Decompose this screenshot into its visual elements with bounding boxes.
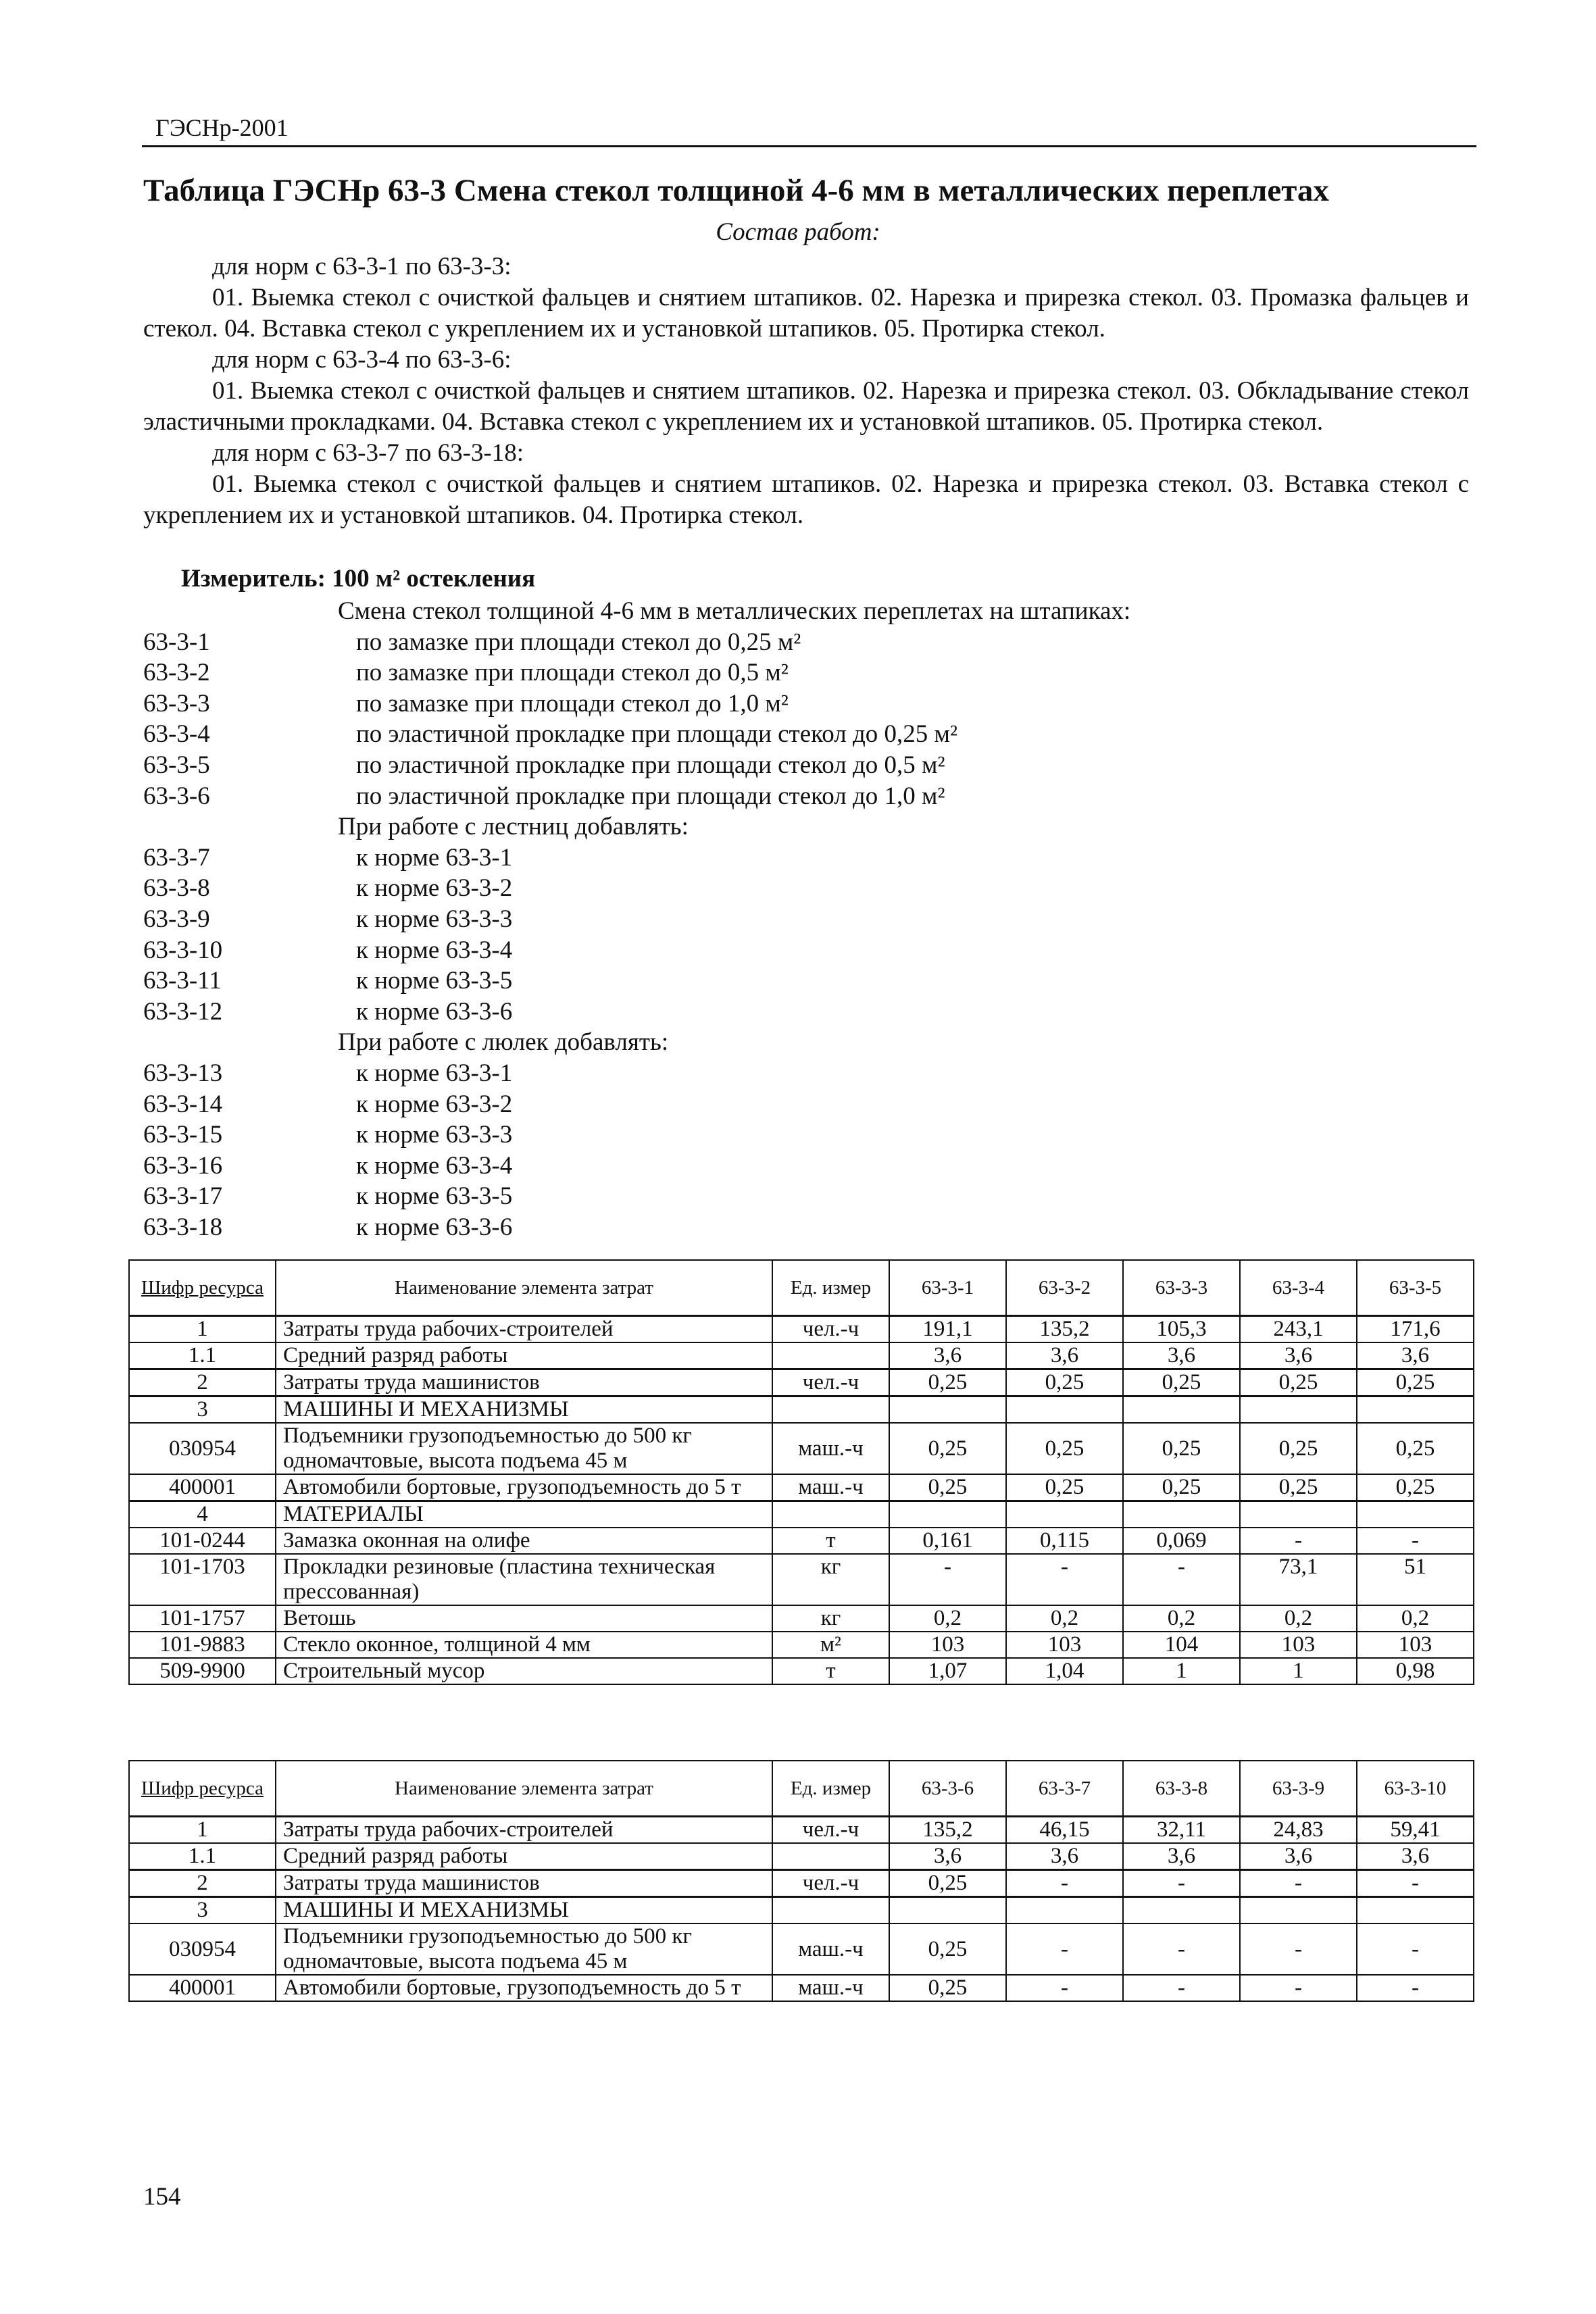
measurement-unit: Измеритель: 100 м² остекления <box>181 565 536 593</box>
table-row <box>129 1342 1474 1369</box>
norm-value: 0,25 <box>1240 1369 1357 1397</box>
header-col: 63-3-1 <box>889 1260 1006 1316</box>
cost-element-name: Средний разряд работы <box>276 1843 772 1870</box>
norm-description: к норме 63-3-3 <box>356 1121 513 1149</box>
header-col: 63-3-10 <box>1357 1761 1474 1817</box>
norm-value: - <box>1357 1975 1474 2001</box>
norm-description: по замазке при площади стекол до 0,5 м² <box>356 659 789 687</box>
norm-value: 104 <box>1123 1632 1240 1658</box>
norm-value: 3,6 <box>889 1342 1006 1369</box>
cost-element-name: Автомобили бортовые, грузоподъемность до 5 т <box>276 1474 772 1501</box>
cost-element-name: Прокладки резиновые (пластина техническая прессованная) <box>276 1554 772 1605</box>
norm-value <box>889 1397 1006 1424</box>
resource-code: 1 <box>129 1817 276 1844</box>
norm-value: 0,25 <box>889 1975 1006 2001</box>
norms-group-heading: При работе с люлек добавлять: <box>338 1028 669 1057</box>
norm-value: 0,25 <box>889 1369 1006 1397</box>
unit: маш.-ч <box>772 1975 889 2001</box>
unit <box>772 1501 889 1528</box>
norm-value: 0,98 <box>1357 1658 1474 1684</box>
norm-value: - <box>1123 1554 1240 1605</box>
unit: чел.-ч <box>772 1369 889 1397</box>
cost-element-name: Замазка оконная на олифе <box>276 1528 772 1554</box>
table-row <box>129 1817 1474 1844</box>
norm-value <box>1123 1501 1240 1528</box>
norm-value: 1,07 <box>889 1658 1006 1684</box>
unit: м² <box>772 1632 889 1658</box>
unit <box>772 1897 889 1924</box>
norm-item <box>143 1151 1469 1182</box>
header-unit: Ед. измер <box>772 1761 889 1817</box>
norm-value: 135,2 <box>889 1817 1006 1844</box>
norm-description: к норме 63-3-1 <box>356 1059 513 1087</box>
table-row <box>129 1474 1474 1501</box>
norm-value: 0,25 <box>889 1474 1006 1501</box>
norm-value: 1 <box>1123 1658 1240 1684</box>
cost-element-name: Стекло оконное, толщиной 4 мм <box>276 1632 772 1658</box>
unit: чел.-ч <box>772 1870 889 1897</box>
norm-description: к норме 63-3-4 <box>356 1151 513 1180</box>
norm-value: 243,1 <box>1240 1316 1357 1343</box>
norm-code: 63-3-4 <box>143 720 210 749</box>
page-number: 154 <box>143 2183 181 2211</box>
resource-code: 2 <box>129 1870 276 1897</box>
table-row <box>129 1501 1474 1528</box>
norm-value: - <box>1357 1870 1474 1897</box>
work-composition-heading: Состав работ: <box>716 218 880 246</box>
norm-value: 0,25 <box>889 1870 1006 1897</box>
norm-value: 103 <box>1357 1632 1474 1658</box>
table-row <box>129 1923 1474 1975</box>
norm-code: 63-3-11 <box>143 967 222 995</box>
norm-value: 135,2 <box>1006 1316 1123 1343</box>
header-col: 63-3-8 <box>1123 1761 1240 1817</box>
resource-code: 101-1703 <box>129 1554 276 1605</box>
norm-value: 0,161 <box>889 1528 1006 1554</box>
norm-code: 63-3-18 <box>143 1213 223 1241</box>
norm-value <box>1123 1897 1240 1924</box>
unit: маш.-ч <box>772 1923 889 1975</box>
norm-value: - <box>1240 1870 1357 1897</box>
cost-element-name: Затраты труда машинистов <box>276 1369 772 1397</box>
norm-value: 0,25 <box>1123 1369 1240 1397</box>
resource-code: 1 <box>129 1316 276 1343</box>
cost-element-name: Затраты труда рабочих-строителей <box>276 1316 772 1343</box>
unit: т <box>772 1528 889 1554</box>
resource-code: 030954 <box>129 1923 276 1975</box>
norm-description: к норме 63-3-5 <box>356 967 513 995</box>
header-col: 63-3-7 <box>1006 1761 1123 1817</box>
norm-item <box>143 1089 1469 1120</box>
resource-code: 2 <box>129 1369 276 1397</box>
norm-item <box>143 1181 1469 1212</box>
cost-element-name: МАШИНЫ И МЕХАНИЗМЫ <box>276 1897 772 1924</box>
norm-value: 46,15 <box>1006 1817 1123 1844</box>
norm-value: 3,6 <box>1123 1342 1240 1369</box>
norm-item <box>143 842 1469 874</box>
cost-element-name: Подъемники грузоподъемностью до 500 кг одномачтовые, высота подъема 45 м <box>276 1423 772 1474</box>
norm-item <box>143 997 1469 1028</box>
work-group-3-text: 01. Выемка стекол с очисткой фальцев и снятием штапиков. 02. Нарезка и прирезка стекол. 03. Вставка стекол с укреплением их и установкой штапиков. 04. Протирка стекол. <box>143 470 1469 529</box>
norm-item <box>143 657 1469 688</box>
norm-code: 63-3-13 <box>143 1059 223 1087</box>
norms-group-heading: Смена стекол толщиной 4-6 мм в металлических переплетах на штапиках: <box>338 597 1131 625</box>
norm-value <box>1357 1397 1474 1424</box>
norm-description: к норме 63-3-5 <box>356 1182 513 1211</box>
norm-value: 171,6 <box>1357 1316 1474 1343</box>
cost-element-name: Автомобили бортовые, грузоподъемность до 5 т <box>276 1975 772 2001</box>
norm-value: 0,2 <box>1357 1605 1474 1632</box>
norm-value: 3,6 <box>1006 1342 1123 1369</box>
resource-table-1 <box>128 1259 1474 1685</box>
header-code: Шифр ресурса <box>129 1260 276 1316</box>
table-row <box>129 1870 1474 1897</box>
norm-code: 63-3-15 <box>143 1121 223 1149</box>
cost-element-name: Подъемники грузоподъемностью до 500 кг одномачтовые, высота подъема 45 м <box>276 1923 772 1975</box>
norm-value: 3,6 <box>1357 1843 1474 1870</box>
resource-table-2 <box>128 1760 1474 2002</box>
norm-code: 63-3-10 <box>143 936 223 964</box>
work-group-1-text: 01. Выемка стекол с очисткой фальцев и снятием штапиков. 02. Нарезка и прирезка стекол. 03. Промазка фальцев и стекол. 04. Вставка стекол с укреплением их и установкой штапиков. 05. Протирка стекол. <box>143 284 1469 343</box>
unit: маш.-ч <box>772 1423 889 1474</box>
norm-value: 105,3 <box>1123 1316 1240 1343</box>
table-row <box>129 1975 1474 2001</box>
table-row <box>129 1632 1474 1658</box>
norm-value: - <box>1240 1975 1357 2001</box>
resource-code: 400001 <box>129 1975 276 2001</box>
unit: маш.-ч <box>772 1474 889 1501</box>
resource-code: 030954 <box>129 1423 276 1474</box>
norm-value: 0,2 <box>889 1605 1006 1632</box>
norm-description: по эластичной прокладке при площади стекол до 0,5 м² <box>356 751 945 779</box>
table-row <box>129 1554 1474 1605</box>
norm-description: к норме 63-3-3 <box>356 905 513 933</box>
unit <box>772 1342 889 1369</box>
norm-value: 0,25 <box>1357 1423 1474 1474</box>
norm-value: 0,25 <box>1123 1474 1240 1501</box>
norm-value: 1,04 <box>1006 1658 1123 1684</box>
norm-value: - <box>1357 1528 1474 1554</box>
norm-code: 63-3-8 <box>143 874 210 903</box>
norm-code: 63-3-5 <box>143 751 210 779</box>
norm-value: - <box>1123 1870 1240 1897</box>
resource-code: 400001 <box>129 1474 276 1501</box>
resource-code: 1.1 <box>129 1342 276 1369</box>
norm-value: 103 <box>889 1632 1006 1658</box>
running-header: ГЭСНр-2001 <box>155 114 289 141</box>
cost-element-name: МАТЕРИАЛЫ <box>276 1501 772 1528</box>
norm-description: по эластичной прокладке при площади стекол до 1,0 м² <box>356 782 945 810</box>
table-row <box>129 1605 1474 1632</box>
norm-value: 191,1 <box>889 1316 1006 1343</box>
resource-code: 3 <box>129 1897 276 1924</box>
norm-item <box>143 1058 1469 1089</box>
work-group-1-heading: для норм с 63-3-1 по 63-3-3: <box>212 253 512 280</box>
cost-element-name: Ветошь <box>276 1605 772 1632</box>
norm-code: 63-3-1 <box>143 628 210 656</box>
norm-value: 24,83 <box>1240 1817 1357 1844</box>
norm-value <box>1357 1501 1474 1528</box>
norm-value <box>1006 1501 1123 1528</box>
unit: чел.-ч <box>772 1316 889 1343</box>
norm-value: 0,25 <box>1123 1423 1240 1474</box>
resource-code: 4 <box>129 1501 276 1528</box>
table-row <box>129 1423 1474 1474</box>
header-code: Шифр ресурса <box>129 1761 276 1817</box>
header-unit: Ед. измер <box>772 1260 889 1316</box>
norm-code: 63-3-6 <box>143 782 210 810</box>
norm-value: 0,25 <box>1240 1423 1357 1474</box>
norm-description: к норме 63-3-6 <box>356 1213 513 1241</box>
table-row <box>129 1658 1474 1684</box>
norm-description: к норме 63-3-2 <box>356 1090 513 1118</box>
norm-value: 3,6 <box>889 1843 1006 1870</box>
norm-value <box>889 1501 1006 1528</box>
header-col: 63-3-5 <box>1357 1260 1474 1316</box>
work-group-2-heading: для норм с 63-3-4 по 63-3-6: <box>212 346 512 374</box>
norm-item <box>143 750 1469 781</box>
norm-description: к норме 63-3-2 <box>356 874 513 903</box>
norm-value: 0,115 <box>1006 1528 1123 1554</box>
resource-code: 101-9883 <box>129 1632 276 1658</box>
table-row <box>129 1397 1474 1424</box>
header-col: 63-3-2 <box>1006 1260 1123 1316</box>
norm-value <box>1006 1397 1123 1424</box>
table-title: Таблица ГЭСНр 63-3 Смена стекол толщиной 4-6 мм в металлических переплетах <box>143 173 1329 208</box>
norm-value: 3,6 <box>1123 1843 1240 1870</box>
unit <box>772 1397 889 1424</box>
table-header-row <box>129 1761 1474 1817</box>
norms-list <box>143 596 1469 1242</box>
norm-value: 0,25 <box>1357 1369 1474 1397</box>
norm-value: 0,25 <box>889 1923 1006 1975</box>
norm-item <box>143 1212 1469 1243</box>
norms-group-heading: При работе с лестниц добавлять: <box>338 813 689 841</box>
norm-value: 32,11 <box>1123 1817 1240 1844</box>
norm-item <box>143 627 1469 658</box>
header-name: Наименование элемента затрат <box>276 1761 772 1817</box>
header-col: 63-3-9 <box>1240 1761 1357 1817</box>
norm-description: по замазке при площади стекол до 0,25 м² <box>356 628 801 656</box>
header-col: 63-3-6 <box>889 1761 1006 1817</box>
norm-description: по эластичной прокладке при площади стекол до 0,25 м² <box>356 720 958 749</box>
norm-code: 63-3-12 <box>143 997 223 1026</box>
work-group-3-heading: для норм с 63-3-7 по 63-3-18: <box>212 439 524 467</box>
norm-value: 0,25 <box>1240 1474 1357 1501</box>
norm-code: 63-3-14 <box>143 1090 223 1118</box>
table-row <box>129 1316 1474 1343</box>
norm-value: - <box>1006 1554 1123 1605</box>
unit: кг <box>772 1605 889 1632</box>
norm-code: 63-3-3 <box>143 689 210 718</box>
norm-value: - <box>1123 1923 1240 1975</box>
table-row <box>129 1369 1474 1397</box>
norm-item <box>143 688 1469 720</box>
resource-code: 3 <box>129 1397 276 1424</box>
norm-description: к норме 63-3-4 <box>356 936 513 964</box>
norm-description: по замазке при площади стекол до 1,0 м² <box>356 689 789 718</box>
norm-value: 59,41 <box>1357 1817 1474 1844</box>
norm-value <box>1123 1397 1240 1424</box>
work-composition <box>143 251 1469 531</box>
norm-item <box>143 719 1469 750</box>
norm-value: 51 <box>1357 1554 1474 1605</box>
norm-value: - <box>1357 1923 1474 1975</box>
norm-value: 0,25 <box>1006 1474 1123 1501</box>
header-name: Наименование элемента затрат <box>276 1260 772 1316</box>
norm-item <box>143 781 1469 812</box>
resource-code: 101-1757 <box>129 1605 276 1632</box>
table-row <box>129 1528 1474 1554</box>
norm-value: 3,6 <box>1240 1342 1357 1369</box>
unit: чел.-ч <box>772 1817 889 1844</box>
norm-code: 63-3-9 <box>143 905 210 933</box>
norm-value: - <box>1240 1528 1357 1554</box>
cost-element-name: Строительный мусор <box>276 1658 772 1684</box>
norm-value: 73,1 <box>1240 1554 1357 1605</box>
resource-code: 509-9900 <box>129 1658 276 1684</box>
table-row <box>129 1897 1474 1924</box>
norm-item <box>143 904 1469 935</box>
norm-value: 0,2 <box>1123 1605 1240 1632</box>
unit: кг <box>772 1554 889 1605</box>
header-col: 63-3-3 <box>1123 1260 1240 1316</box>
cost-element-name: Затраты труда машинистов <box>276 1870 772 1897</box>
norm-value <box>1240 1501 1357 1528</box>
norm-value: 103 <box>1240 1632 1357 1658</box>
norm-value: - <box>1123 1975 1240 2001</box>
norm-value: 0,2 <box>1240 1605 1357 1632</box>
table-header-row <box>129 1260 1474 1316</box>
norm-value <box>1006 1897 1123 1924</box>
unit: т <box>772 1658 889 1684</box>
norm-value <box>889 1897 1006 1924</box>
norm-value: 0,069 <box>1123 1528 1240 1554</box>
norm-item <box>143 965 1469 997</box>
norm-value <box>1357 1897 1474 1924</box>
norm-value: 1 <box>1240 1658 1357 1684</box>
norm-value: 0,25 <box>1357 1474 1474 1501</box>
cost-element-name: Затраты труда рабочих-строителей <box>276 1817 772 1844</box>
norm-value: 0,25 <box>1006 1369 1123 1397</box>
norm-value: - <box>1006 1870 1123 1897</box>
norm-item <box>143 873 1469 904</box>
work-group-2-text: 01. Выемка стекол с очисткой фальцев и снятием штапиков. 02. Нарезка и прирезка стекол. 03. Обкладывание стекол эластичными прокладками. 04. Вставка стекол с укреплением их и установкой штапиков. 05. Протирка стекол. <box>143 377 1469 436</box>
norm-item <box>143 1120 1469 1151</box>
resource-code: 1.1 <box>129 1843 276 1870</box>
header-col: 63-3-4 <box>1240 1260 1357 1316</box>
norm-value: 0,25 <box>889 1423 1006 1474</box>
norm-value: 3,6 <box>1357 1342 1474 1369</box>
norm-value: 0,25 <box>1006 1423 1123 1474</box>
norm-code: 63-3-17 <box>143 1182 223 1211</box>
norm-value: - <box>1006 1923 1123 1975</box>
norm-value: 3,6 <box>1240 1843 1357 1870</box>
norm-value: - <box>1006 1975 1123 2001</box>
norm-code: 63-3-2 <box>143 659 210 687</box>
norm-value: 0,2 <box>1006 1605 1123 1632</box>
norm-value <box>1240 1897 1357 1924</box>
norm-value <box>1240 1397 1357 1424</box>
cost-element-name: Средний разряд работы <box>276 1342 772 1369</box>
norm-value: - <box>889 1554 1006 1605</box>
norm-code: 63-3-16 <box>143 1151 223 1180</box>
table-row <box>129 1843 1474 1870</box>
norm-description: к норме 63-3-1 <box>356 843 513 872</box>
norm-description: к норме 63-3-6 <box>356 997 513 1026</box>
header-rule <box>142 145 1476 147</box>
cost-element-name: МАШИНЫ И МЕХАНИЗМЫ <box>276 1397 772 1424</box>
unit <box>772 1843 889 1870</box>
norm-item <box>143 935 1469 966</box>
norm-value: 3,6 <box>1006 1843 1123 1870</box>
norm-value: 103 <box>1006 1632 1123 1658</box>
resource-code: 101-0244 <box>129 1528 276 1554</box>
norm-code: 63-3-7 <box>143 843 210 872</box>
norm-value: - <box>1240 1923 1357 1975</box>
